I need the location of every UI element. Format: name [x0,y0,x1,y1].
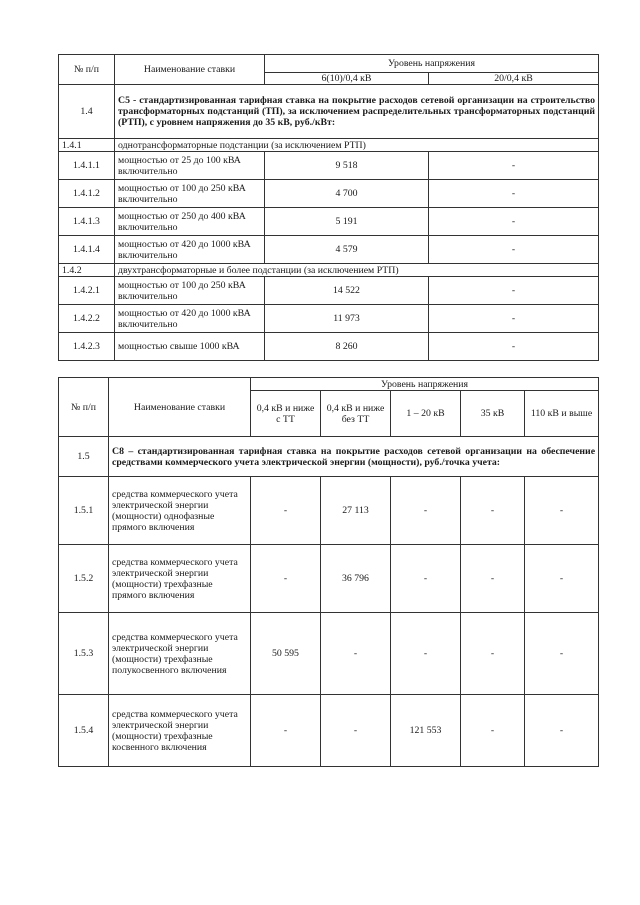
tariff-table-c5 [58,54,599,361]
header-num: № п/п [59,378,109,437]
row-num: 1.5.1 [59,477,109,545]
row-name: мощностью свыше 1000 кВА [115,333,265,361]
row-value-2: - [429,180,599,208]
row-value-1: 11 973 [265,305,429,333]
row-num: 1.4.1.3 [59,208,115,236]
row-name: средства коммерческого учета электрической энергии (мощности) трехфазные косвенного включения [109,695,251,767]
header-col-1: 0,4 кВ и ниже с ТТ [251,391,321,437]
row-name: мощностью от 25 до 100 кВА включительно [115,152,265,180]
row-value-3: - [391,477,461,545]
header-col-2: 20/0,4 кВ [429,73,599,85]
row-value-1: 4 700 [265,180,429,208]
row-value-1: 8 260 [265,333,429,361]
section-num: 1.5 [59,437,109,477]
row-value-2: - [429,208,599,236]
row-name: средства коммерческого учета электрической энергии (мощности) трехфазные прямого включения [109,545,251,613]
row-value-1: 9 518 [265,152,429,180]
header-col-2: 0,4 кВ и ниже без ТТ [321,391,391,437]
row-num: 1.5.3 [59,613,109,695]
section-title: С5 - стандартизированная тарифная ставка на покрытие расходов сетевой организации на строительство трансформаторных подстанций (ТП), за исключением распределительных трансформаторных подстанций (РТП), с уровнем напряжения до 35 кВ, руб./кВт: [115,85,599,139]
row-value-5: - [525,545,599,613]
row-value-2: - [321,695,391,767]
group-num: 1.4.1 [59,139,115,152]
row-name: мощностью от 420 до 1000 кВА включительно [115,305,265,333]
row-num: 1.4.2.1 [59,277,115,305]
row-value-2: - [429,333,599,361]
header-level: Уровень напряжения [251,378,599,391]
row-value-4: - [461,695,525,767]
row-value-2: - [429,277,599,305]
row-value-1: 5 191 [265,208,429,236]
row-num: 1.4.2.3 [59,333,115,361]
row-value-1: - [251,695,321,767]
header-col-3: 1 – 20 кВ [391,391,461,437]
row-value-1: 14 522 [265,277,429,305]
row-value-3: - [391,545,461,613]
row-name: мощностью от 420 до 1000 кВА включительно [115,236,265,264]
row-value-4: - [461,545,525,613]
row-value-4: - [461,477,525,545]
row-value-4: - [461,613,525,695]
row-value-3: 121 553 [391,695,461,767]
row-value-2: - [429,152,599,180]
row-num: 1.4.1.1 [59,152,115,180]
section-title: С8 – стандартизированная тарифная ставка на покрытие расходов сетевой организации на обеспечение средствами коммерческого учета электрической энергии (мощности), руб./точка учета: [109,437,599,477]
section-num: 1.4 [59,85,115,139]
row-value-2: - [321,613,391,695]
row-name: мощностью от 100 до 250 кВА включительно [115,180,265,208]
row-name: средства коммерческого учета электрической энергии (мощности) однофазные прямого включения [109,477,251,545]
group-label: двухтрансформаторные и более подстанции (за исключением РТП) [115,264,599,277]
row-value-2: - [429,236,599,264]
row-num: 1.5.4 [59,695,109,767]
row-value-1: - [251,477,321,545]
row-name: мощностью от 100 до 250 кВА включительно [115,277,265,305]
row-value-1: - [251,545,321,613]
row-value-3: - [391,613,461,695]
row-num: 1.4.1.2 [59,180,115,208]
row-num: 1.4.2.2 [59,305,115,333]
row-value-5: - [525,613,599,695]
header-name: Наименование ставки [109,378,251,437]
header-name: Наименование ставки [115,55,265,85]
row-value-1: 4 579 [265,236,429,264]
row-value-2: 36 796 [321,545,391,613]
row-value-5: - [525,477,599,545]
header-col-4: 35 кВ [461,391,525,437]
header-level: Уровень напряжения [265,55,599,73]
tariff-table-c8 [58,377,599,767]
row-num: 1.5.2 [59,545,109,613]
header-col-5: 110 кВ и выше [525,391,599,437]
row-value-5: - [525,695,599,767]
header-num: № п/п [59,55,115,85]
row-value-2: - [429,305,599,333]
row-value-2: 27 113 [321,477,391,545]
row-value-1: 50 595 [251,613,321,695]
row-num: 1.4.1.4 [59,236,115,264]
group-num: 1.4.2 [59,264,115,277]
header-col-1: 6(10)/0,4 кВ [265,73,429,85]
row-name: средства коммерческого учета электрической энергии (мощности) трехфазные полукосвенного включения [109,613,251,695]
group-label: однотрансформаторные подстанции (за исключением РТП) [115,139,599,152]
row-name: мощностью от 250 до 400 кВА включительно [115,208,265,236]
